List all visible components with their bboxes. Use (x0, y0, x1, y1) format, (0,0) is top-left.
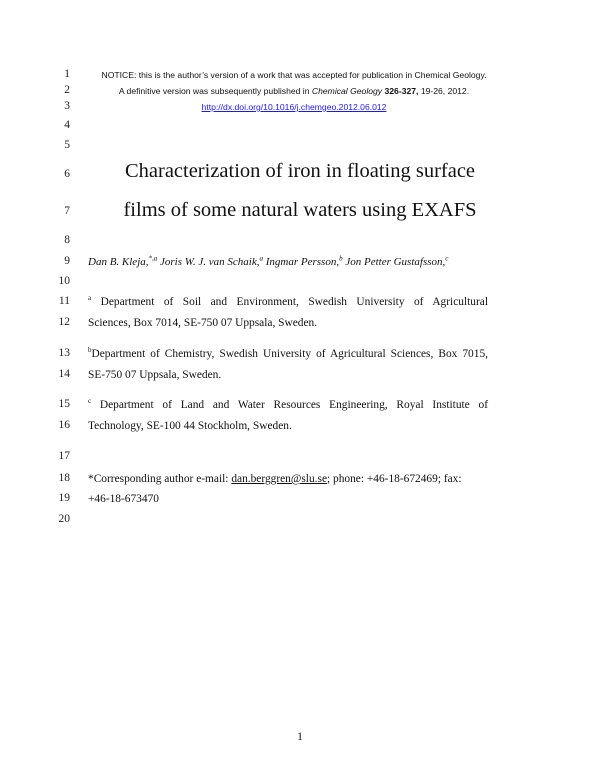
affiliation-text: Department of Chemistry, Swedish University of Agricultural Sciences, Box 7015, (91, 348, 488, 360)
line-number-12: 12 (58, 316, 70, 328)
line-number-11: 11 (58, 295, 70, 307)
author-affiliation: *,a (148, 254, 158, 263)
notice-volume: 326-327, (384, 86, 419, 96)
notice-journal: Chemical Geology (311, 86, 383, 96)
affiliation-c-line-2: Technology, SE-100 44 Stockholm, Sweden. (88, 420, 292, 432)
doi-link[interactable]: http://dx.doi.org/10.1016/j.chemgeo.2012.06.012 (201, 102, 387, 112)
notice-line-2 (70, 86, 518, 96)
line-number-8: 8 (64, 234, 70, 246)
author-name: Jon Petter Gustafsson, (345, 256, 446, 268)
affiliation-text: Department of Land and Water Resources Engineering, Royal Institute of (99, 399, 488, 411)
line-number-10: 10 (58, 275, 70, 287)
corresponding-author-line-2: +46-18-673470 (88, 493, 159, 505)
line-number-14: 14 (58, 368, 70, 380)
email-link[interactable]: dan.berggren@slu.se (231, 473, 327, 485)
author-affiliation: c (445, 254, 449, 263)
author-name: Ingmar Persson, (265, 256, 340, 268)
affiliation-b-line-2: SE-750 07 Uppsala, Sweden. (88, 369, 222, 381)
corresponding-prefix: *Corresponding author e-mail: (88, 473, 232, 485)
author-name: Joris W. J. van Schaik, (160, 256, 260, 268)
line-number-9: 9 (64, 255, 70, 267)
page-number: 1 (297, 731, 303, 743)
notice-line-3 (70, 102, 518, 112)
affiliation-a-line-1 (88, 296, 488, 308)
author-list (88, 256, 448, 268)
line-number-7: 7 (64, 205, 70, 217)
line-number-19: 19 (58, 492, 70, 504)
corresponding-author-line-1 (88, 473, 462, 485)
corresponding-phone: ; phone: +46-18-672469; fax: (327, 473, 462, 485)
author-name: Dan B. Kleja, (88, 256, 149, 268)
notice-suffix: 19-26, 2012. (418, 86, 470, 96)
line-number-5: 5 (64, 139, 70, 151)
notice-prefix: A definitive version was subsequently published in (118, 86, 312, 96)
line-number-1: 1 (64, 68, 70, 80)
affiliation-label: a (88, 294, 92, 303)
line-number-4: 4 (64, 119, 70, 131)
line-number-15: 15 (58, 398, 70, 410)
line-number-6: 6 (64, 168, 70, 180)
line-number-2: 2 (64, 84, 70, 96)
line-number-16: 16 (58, 419, 70, 431)
affiliation-c-line-1 (88, 399, 488, 411)
notice-line-1 (70, 70, 518, 80)
line-number-17: 17 (58, 450, 70, 462)
author-affiliation: a (259, 254, 263, 263)
affiliation-text: Department of Soil and Environment, Swedish University of Agricultural (100, 296, 488, 308)
affiliation-a-line-2: Sciences, Box 7014, SE-750 07 Uppsala, Sweden. (88, 317, 318, 329)
line-number-3: 3 (64, 100, 70, 112)
paper-title-line-2: films of some natural waters using EXAFS (123, 199, 477, 221)
line-number-13: 13 (58, 347, 70, 359)
author-affiliation: b (339, 254, 343, 263)
notice-text: NOTICE: this is the author’s version of a work that was accepted for publication in Chemical Geology. (101, 70, 487, 80)
affiliation-b-line-1 (88, 348, 488, 360)
paper-title-line-1: Characterization of iron in floating surface (124, 160, 476, 182)
affiliation-label: c (88, 397, 92, 406)
affiliation-label: b (88, 346, 92, 355)
line-number-18: 18 (58, 472, 70, 484)
line-number-20: 20 (58, 513, 70, 525)
